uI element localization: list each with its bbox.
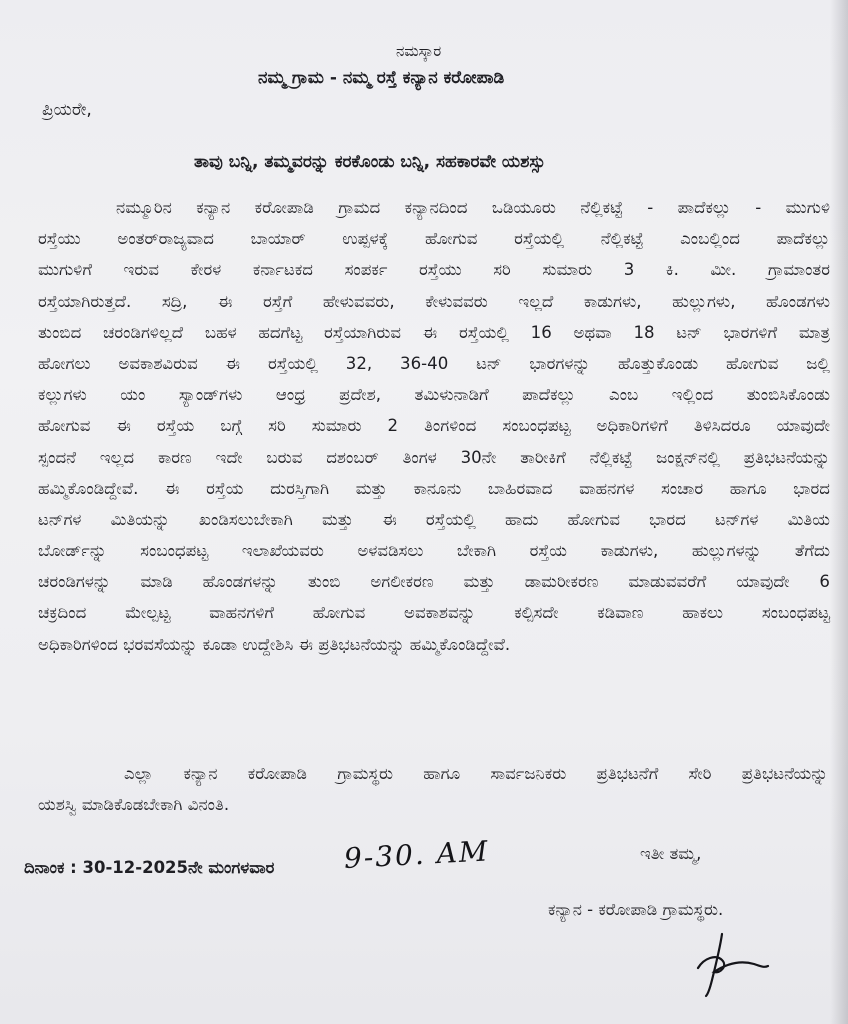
page-edge-shadow: [830, 0, 848, 1024]
closing-phrase: ಇತೀ ತಮ್ಮ,: [640, 844, 702, 863]
paragraph-line: ತುಂಬಿದ ಚರಂಡಿಗಳಿಲ್ಲದೆ ಬಹಳ ಹದಗೆಟ್ಟ ರಸ್ತೆಯಾಗಿರುವ ಈ ರಸ್ತೆಯಲ್ಲಿ 16 ಅಥವಾ 18 ಟನ್ ಭಾರಗಳಿಗೆ ಮಾತ್ರ: [38, 322, 830, 342]
paragraph-line: ಹಮ್ಮಿಕೊಂಡಿದ್ದೇವೆ. ಈ ರಸ್ತೆಯ ದುರಸ್ತಿಗಾಗಿ ಮತ್ತು ಕಾನೂನು ಬಾಹಿರವಾದ ವಾಹನಗಳ ಸಂಚಾರ ಹಾಗೂ ಭಾರದ: [38, 478, 830, 498]
paragraph-line: ಅಧಿಕಾರಿಗಳಿಂದ ಭರವಸೆಯನ್ನು ಕೂಡಾ ಉದ್ದೇಶಿಸಿ ಈ ಪ್ರತಿಭಟನೆಯನ್ನು ಹಮ್ಮಿಕೊಂಡಿದ್ದೇವೆ.: [38, 634, 511, 654]
letter-subheading: ತಾವು ಬನ್ನಿ, ತಮ್ಮವರನ್ನು ಕರಕೊಂಡು ಬನ್ನಿ, ಸಹಕಾರವೇ ಯಶಸ್ಸು: [194, 152, 546, 172]
paragraph-line: ಚರಂಡಿಗಳನ್ನು ಮಾಡಿ ಹೊಂಡಗಳನ್ನು ತುಂಬಿ ಅಗಲೀಕರಣ ಮತ್ತು ಡಾಮರೀಕರಣ ಮಾಡುವವರೆಗೆ ಯಾವುದೇ 6: [38, 572, 830, 592]
paragraph-line: ಎಲ್ಲಾ ಕನ್ಯಾನ ಕರೋಪಾಡಿ ಗ್ರಾಮಸ್ಥರು ಹಾಗೂ ಸಾರ್ವಜನಿಕರು ಪ್ರತಿಭಟನೆಗೆ ಸೇರಿ ಪ್ರತಿಭಟನೆಯನ್ನು: [124, 764, 828, 783]
date-line: ದಿನಾಂಕ : 30-12-2025ನೇ ಮಂಗಳವಾರ: [24, 858, 275, 877]
paragraph-line: ಟನ್‌ಗಳ ಮಿತಿಯನ್ನು ಖಂಡಿಸಲುಬೇಕಾಗಿ ಮತ್ತು ಈ ರಸ್ತೆಯಲ್ಲಿ ಹಾದು ಹೋಗುವ ಭಾರದ ಟನ್‌ಗಳ ಮಿತಿಯ: [38, 509, 830, 529]
salutation: ಪ್ರಿಯರೇ,: [42, 100, 92, 120]
paragraph-line: ಬೋರ್ಡ್‌ನ್ನು ಸಂಬಂಧಪಟ್ಟ ಇಲಾಖೆಯವರು ಅಳವಡಿಸಲು ಬೇಕಾಗಿ ರಸ್ತೆಯ ಕಾಡುಗಳು, ಹುಲ್ಲುಗಳನ್ನು ತೆಗೆದು: [38, 541, 830, 561]
paragraph-line: ಚಕ್ರದಿಂದ ಮೇಲ್ಪಟ್ಟ ವಾಹನಗಳಿಗೆ ಹೋಗುವ ಅವಕಾಶವನ್ನು ಕಲ್ಪಿಸದೇ ಕಡಿವಾಣ ಹಾಕಲು ಸಂಬಂಧಪಟ್ಟ: [38, 603, 830, 623]
signature-mark: [690, 930, 770, 1000]
signatory: ಕನ್ಯಾನ - ಕರೋಪಾಡಿ ಗ್ರಾಮಸ್ಥರು.: [548, 900, 724, 919]
paragraph-2: [38, 758, 828, 820]
greeting-top: ನಮಸ್ಕಾರ: [396, 42, 442, 60]
letter-heading: ನಮ್ಮ ಗ್ರಾಮ - ನಮ್ಮ ರಸ್ತೆ ಕನ್ಯಾನ ಕರೋಪಾಡಿ: [258, 68, 505, 88]
paragraph-line: ಸ್ಪಂದನೆ ಇಲ್ಲದ ಕಾರಣ ಇದೇ ಬರುವ ದಶಂಬರ್ ತಿಂಗಳ 30ನೇ ತಾರೀಕಿಗೆ ನೆಲ್ಲಿಕಟ್ಟೆ ಜಂಕ್ಷನ್‌ನಲ್ಲಿ ಪ್ರತಿಭಟನೆಯನ್ನು: [38, 447, 830, 467]
paragraph-line: ನಮ್ಮೂರಿನ ಕನ್ಯಾನ ಕರೋಪಾಡಿ ಗ್ರಾಮದ ಕನ್ಯಾನದಿಂದ ಒಡಿಯೂರು ನೆಲ್ಲಿಕಟ್ಟೆ - ಪಾದೆಕಲ್ಲು - ಮುಗುಳಿ: [116, 198, 830, 217]
handwritten-time: 9-30. AM: [343, 834, 491, 875]
paragraph-line: ರಸ್ತೆಯಾಗಿರುತ್ತದೆ. ಸದ್ರಿ, ಈ ರಸ್ತೆಗೆ ಹೇಳುವವರು, ಕೇಳುವವರು ಇಲ್ಲದೆ ಕಾಡುಗಳು, ಹುಲ್ಲುಗಳು, ಹೊಂಡಗಳು: [38, 291, 830, 311]
paragraph-line: ರಸ್ತೆಯು ಅಂತರ್‌ರಾಜ್ಯವಾದ ಬಾಯಾರ್ ಉಪ್ಪಳಕ್ಕೆ ಹೋಗುವ ರಸ್ತೆಯಲ್ಲಿ ನೆಲ್ಲಿಕಟ್ಟೆ ಎಂಬಲ್ಲಿಂದ ಪಾದೆಕಲ್ಲು: [38, 229, 830, 249]
paragraph-line: ಹೋಗುವ ಈ ರಸ್ತೆಯ ಬಗ್ಗೆ ಸರಿ ಸುಮಾರು 2 ತಿಂಗಳಿಂದ ಸಂಬಂಧಪಟ್ಟ ಅಧಿಕಾರಿಗಳಿಗೆ ತಿಳಿಸಿದರೂ ಯಾವುದೇ: [38, 416, 830, 436]
paragraph-line: ಯಶಸ್ವಿ ಮಾಡಿಕೊಡಬೇಕಾಗಿ ವಿನಂತಿ.: [38, 795, 230, 815]
paragraph-line: ಕಲ್ಲುಗಳು ಯಂ ಸ್ಯಾಂಡ್‌ಗಳು ಆಂಧ್ರ ಪ್ರದೇಶ, ತಮಿಳುನಾಡಿಗೆ ಪಾದೆಕಲ್ಲು ಎಂಬ ಇಲ್ಲಿಂದ ತುಂಬಿಸಿಕೊಂಡು: [38, 385, 830, 405]
paragraph-1: [38, 192, 830, 660]
paragraph-line: ಮುಗುಳಿಗೆ ಇರುವ ಕೇರಳ ಕರ್ನಾಟಕದ ಸಂಪರ್ಕ ರಸ್ತೆಯು ಸರಿ ಸುಮಾರು 3 ಕಿ. ಮೀ. ಗ್ರಾಮಾಂತರ: [38, 260, 830, 280]
paragraph-line: ಹೋಗಲು ಅವಕಾಶವಿರುವ ಈ ರಸ್ತೆಯಲ್ಲಿ 32, 36-40 ಟನ್ ಭಾರಗಳನ್ನು ಹೊತ್ತುಕೊಂಡು ಹೋಗುವ ಜಲ್ಲಿ: [38, 353, 830, 373]
